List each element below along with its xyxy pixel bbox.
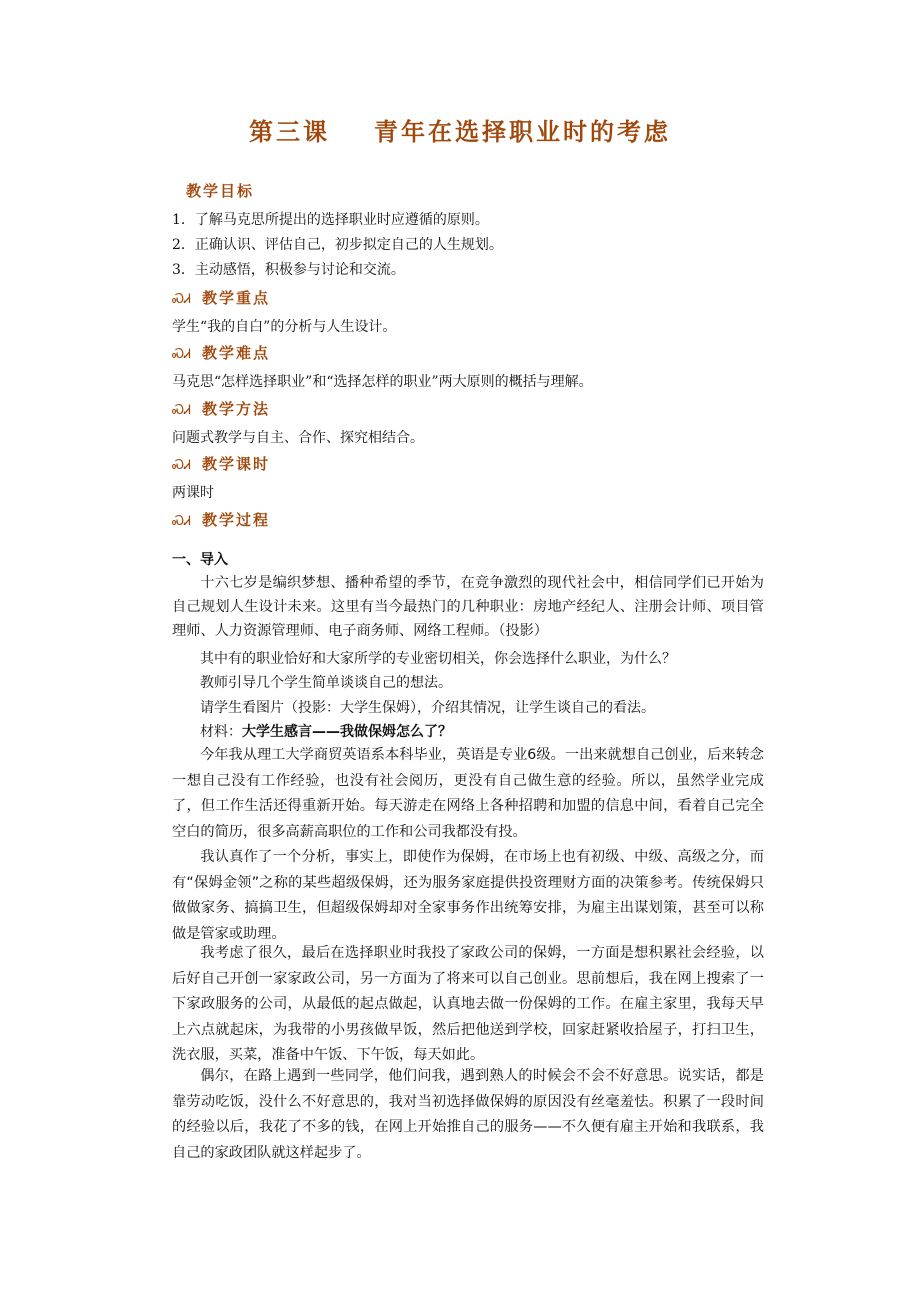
section-heading-label: 教学方法 <box>202 400 271 418</box>
cs-bullet-icon: ᏍᏗ <box>172 347 191 362</box>
goal-item: 1．了解马克思所提出的选择职业时应遵循的原则。 <box>172 212 489 228</box>
section-heading <box>172 342 270 363</box>
lesson-title <box>0 112 920 147</box>
cs-bullet-icon: ᏍᏗ <box>172 458 191 473</box>
goal-item: 2．正确认识、评估自己，初步拟定自己的人生规划。 <box>172 237 503 253</box>
material-label: 材料： <box>200 724 242 740</box>
section-heading-label: 教学课时 <box>202 455 271 473</box>
section-heading <box>172 453 270 474</box>
section-text: 学生“我的自白”的分析与人生设计。 <box>172 319 397 335</box>
question-line: 教师引导几个学生简单谈谈自己的想法。 <box>200 675 452 691</box>
material-line <box>172 721 452 741</box>
section-heading <box>172 398 270 419</box>
lesson-number: 第三课 <box>249 118 330 146</box>
section-heading-label: 教学难点 <box>202 344 271 362</box>
section-heading <box>172 287 270 308</box>
section-text: 问题式教学与自主、合作、探究相结合。 <box>172 430 424 446</box>
material-paragraph: 偶尔，在路上遇到一些同学，他们问我，遇到熟人的时候会不会不好意思。说实话，都是靠劳动吃饭，没什么不好意思的，我对当初选择做保姆的原因没有丝毫羞怯。积累了一段时间的经验以后，我花了不多的钱，在网上开始推自己的服务——不久便有雇主开始和我联系，我自己的家政团队就这样起步了。 <box>172 1068 764 1161</box>
material-paragraph: 我考虑了很久，最后在选择职业时我投了家政公司的保姆，一方面是想积累社会经验，以后好自己开创一家家政公司，另一方面为了将来可以自己创业。思前想后，我在网上搜索了一下家政服务的公司，从最低的起点做起，认真地去做一份保姆的工作。在雇主家里，我每天早上六点就起床，为我带的小男孩做早饭，然后把他送到学校，回家赶紧收拾屋子，打扫卫生，洗衣服，买菜，准备中午饭、下午饭，每天如此。 <box>172 945 764 1064</box>
lesson-topic: 青年在选择职业时的考虑 <box>374 118 671 146</box>
section-heading <box>172 509 270 530</box>
cs-bullet-icon: ᏍᏗ <box>172 292 191 307</box>
question-line: 其中有的职业恰好和大家所学的专业密切相关，你会选择什么职业，为什么？ <box>200 651 676 667</box>
material-title: 大学生感言——我做保姆怎么了？ <box>242 724 452 740</box>
part-title: 一、导入 <box>172 552 228 568</box>
goal-item: 3．主动感悟，积极参与讨论和交流。 <box>172 262 405 278</box>
question-line: 请学生看图片（投影：大学生保姆），介绍其情况，让学生谈自己的看法。 <box>200 700 655 716</box>
section-text: 马克思“怎样选择职业”和“选择怎样的职业”两大原则的概括与理解。 <box>172 374 593 390</box>
cs-bullet-icon: ᏍᏗ <box>172 514 191 529</box>
goals-heading: 教学目标 <box>186 182 255 200</box>
section-text: 两课时 <box>172 485 214 501</box>
intro-paragraph: 十六七岁是编织梦想、播种希望的季节，在竞争激烈的现代社会中，相信同学们已开始为自己规划人生设计未来。这里有当今最热门的几种职业：房地产经纪人、注册会计师、项目管理师、人力资源管理师、电子商务师、网络工程师。（投影） <box>172 575 764 639</box>
material-paragraph: 今年我从理工大学商贸英语系本科毕业，英语是专业6级。一出来就想自己创业，后来转念一想自己没有工作经验，也没有社会阅历，更没有自己做生意的经验。所以，虽然学业完成了，但工作生活还得重新开始。每天游走在网络上各种招聘和加盟的信息中间，看着自己完全空白的简历，很多高薪高职位的工作和公司我都没有投。 <box>172 747 764 840</box>
section-heading-label: 教学过程 <box>202 511 271 529</box>
cs-bullet-icon: ᏍᏗ <box>172 403 191 418</box>
section-heading-label: 教学重点 <box>202 289 271 307</box>
material-paragraph: 我认真作了一个分析，事实上，即使作为保姆，在市场上也有初级、中级、高级之分，而有“保姆金领”之称的某些超级保姆，还为服务家庭提供投资理财方面的决策参考。传统保姆只做做家务、搞搞卫生，但超级保姆却对全家事务作出统筹安排，为雇主出谋划策，甚至可以称做是管家或助理。 <box>172 849 764 942</box>
